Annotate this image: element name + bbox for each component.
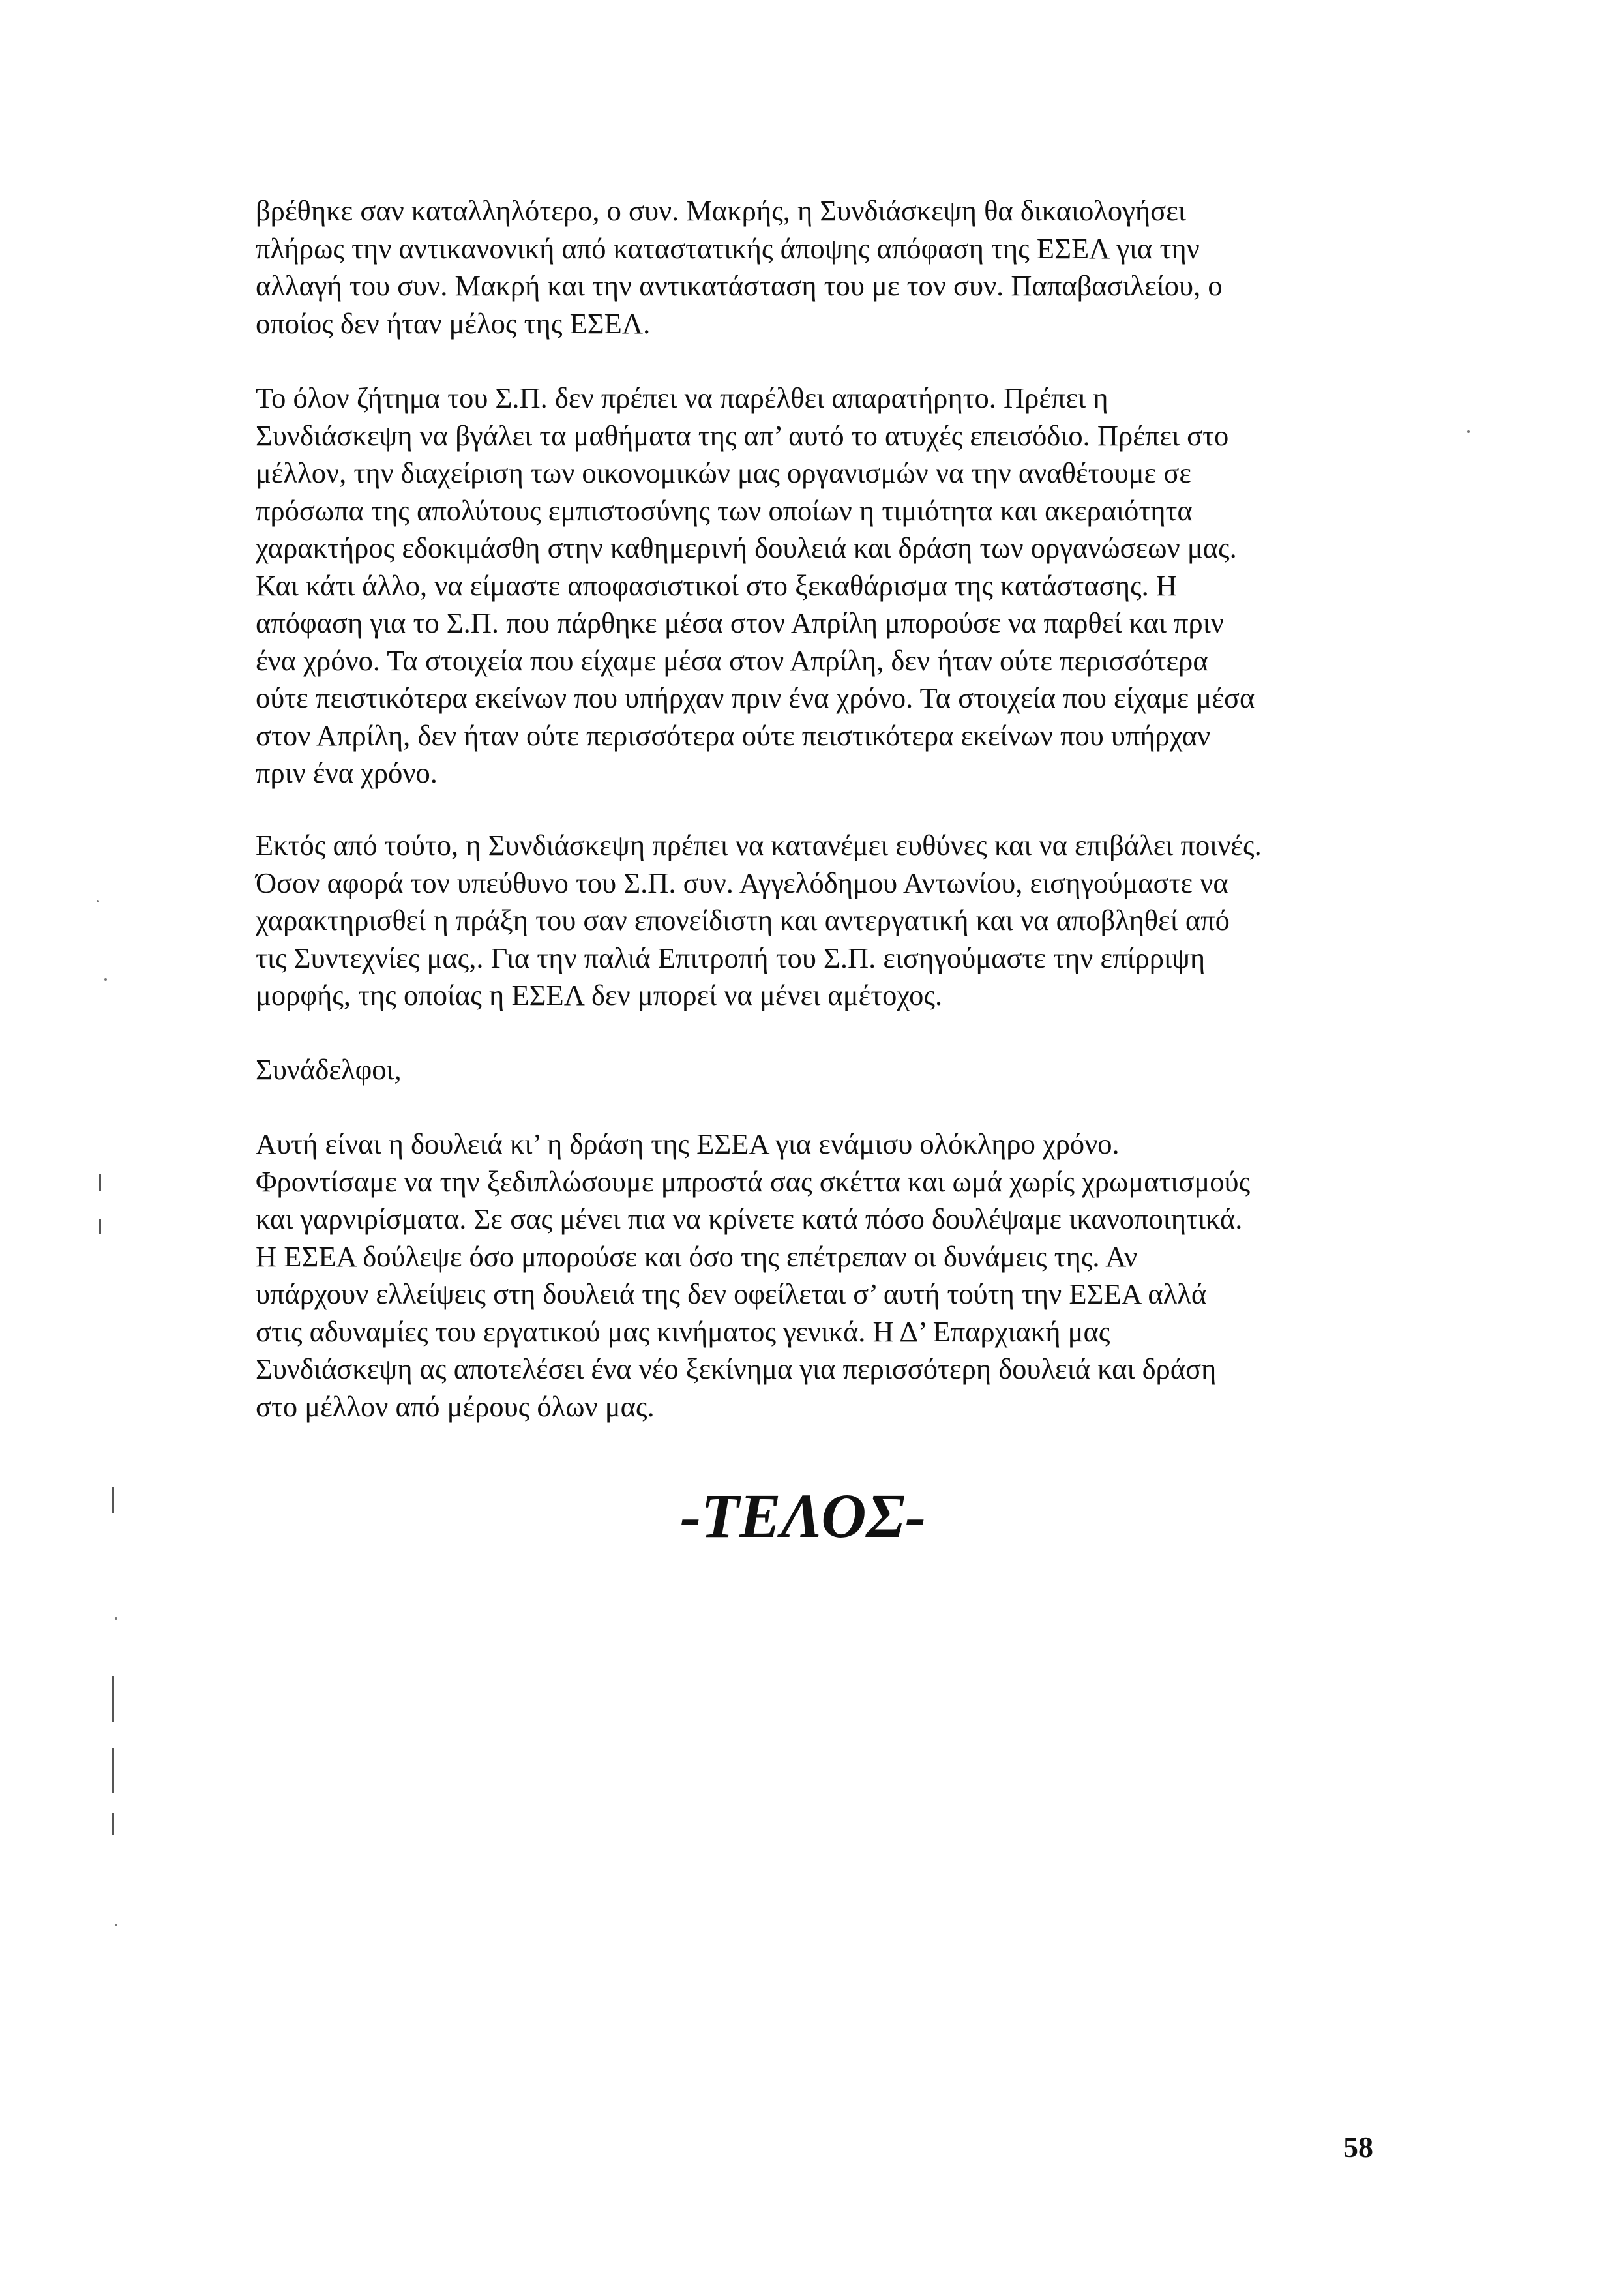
text-line: Συνάδελφοι, (256, 1053, 402, 1086)
text-line: στο μέλλον από μέρους όλων μας. (256, 1390, 655, 1423)
text-line: μορφής, της οποίας η ΕΣΕΛ δεν μπορεί να μένει αμέτοχος. (256, 979, 943, 1011)
scan-speck (1467, 430, 1470, 433)
text-line: Εκτός από τούτο, η Συνδιάσκεψη πρέπει να κατανέμει ευθύνες και να επιβάλει ποινές. (256, 829, 1262, 861)
text-line: βρέθηκε σαν καταλληλότερο, ο συν. Μακρής, η Συνδιάσκεψη θα δικαιολογήσει (256, 194, 1186, 227)
text-line: πλήρως την αντικανονική από καταστατικής άποψης απόφαση της ΕΣΕΛ για την (256, 231, 1200, 265)
text-line: οποίος δεν ήταν μέλος της ΕΣΕΛ. (256, 306, 651, 340)
scan-mark (112, 1676, 114, 1722)
scan-mark (112, 1813, 114, 1835)
paragraph-2 (256, 380, 1403, 792)
paragraph-5 (256, 1126, 1403, 1425)
text-line: Όσον αφορά τον υπεύθυνο του Σ.Π. συν. Αγγελόδημου Αντωνίου, εισηγούμαστε να (256, 866, 1228, 899)
text-line: απόφαση για το Σ.Π. που πάρθηκε μέσα στον Απρίλη μπορούσε να παρθεί και πριν (256, 606, 1224, 639)
text-line: Και κάτι άλλο, να είμαστε αποφασιστικοί στο ξεκαθάρισμα της κατάστασης. Η (256, 569, 1178, 602)
scan-mark (112, 1748, 114, 1793)
scan-speck (115, 1617, 117, 1620)
text-line: χαρακτήρος εδοκιμάσθη στην καθημερινή δουλειά και δράση των οργανώσεων μας. (256, 531, 1237, 564)
text-line: τις Συντεχνίες μας,. Για την παλιά Επιτροπή του Σ.Π. εισηγούμαστε την επίρριψη (256, 941, 1206, 974)
text-line: ένα χρόνο. Τα στοιχεία που είχαμε μέσα στον Απρίλη, δεν ήταν ούτε περισσότερα (256, 644, 1208, 677)
paragraph-3 (256, 827, 1403, 1015)
text-line: ούτε πειστικότερα εκείνων που υπήρχαν πριν ένα χρόνο. Τα στοιχεία που είχαμε μέσα (256, 681, 1255, 714)
scan-speck (97, 900, 99, 902)
text-line: υπάρχουν ελλείψεις στη δουλειά της δεν οφείλεται σ’ αυτή τούτη την ΕΣΕΑ αλλά (256, 1277, 1207, 1310)
text-line: Φροντίσαμε να την ξεδιπλώσουμε μπροστά σας σκέττα και ωμά χωρίς χρωματισμούς (256, 1165, 1251, 1198)
scan-speck (104, 978, 107, 981)
paragraph-salutation (256, 1051, 1403, 1089)
text-line: Συνδιάσκεψη ας αποτελέσει ένα νέο ξεκίνημα για περισσότερη δουλειά και δράση (256, 1352, 1217, 1385)
text-line: Το όλον ζήτημα του Σ.Π. δεν πρέπει να παρέλθει απαρατήρητο. Πρέπει η (256, 381, 1108, 414)
end-marker: -ΤΕΛΟΣ- (679, 1481, 926, 1551)
text-line: στον Απρίλη, δεν ήταν ούτε περισσότερα ούτε πειστικότερα εκείνων που υπήρχαν (256, 719, 1211, 752)
text-line: χαρακτηρισθεί η πράξη του σαν επονείδιστη και αντεργατική και να αποβληθεί από (256, 904, 1230, 936)
text-line: και γαρνιρίσματα. Σε σας μένει πια να κρίνετε κατά πόσο δουλέψαμε ικανοποιητικά. (256, 1202, 1243, 1235)
text-line: πριν ένα χρόνο. (256, 756, 438, 789)
text-line: Συνδιάσκεψη να βγάλει τα μαθήματα της απ’ αυτό το ατυχές επεισόδιο. Πρέπει στο (256, 419, 1229, 452)
text-line: Αυτή είναι η δουλειά κι’ η δράση της ΕΣΕΑ για ενάμισυ ολόκληρο χρόνο. (256, 1127, 1120, 1160)
page-number: 58 (1343, 2130, 1373, 2164)
paragraph-1 (256, 192, 1403, 342)
text-line: στις αδυναμίες του εργατικού μας κινήματος γενικά. Η Δ’ Επαρχιακή μας (256, 1315, 1110, 1348)
text-line: αλλαγή του συν. Μακρή και την αντικατάσταση του με τον συν. Παπαβασιλείου, ο (256, 269, 1223, 302)
scan-mark (99, 1219, 101, 1234)
scan-mark (99, 1174, 101, 1191)
text-line: πρόσωπα της απολύτους εμπιστοσύνης των οποίων η τιμιότητα και ακεραιότητα (256, 494, 1193, 527)
text-line: μέλλον, την διαχείριση των οικονομικών μας οργανισμών να την αναθέτουμε σε (256, 456, 1192, 489)
scan-speck (115, 1924, 117, 1926)
text-line: Η ΕΣΕΑ δούλεψε όσο μπορούσε και όσο της επέτρεπαν οι δυνάμεις της. Αν (256, 1240, 1138, 1273)
